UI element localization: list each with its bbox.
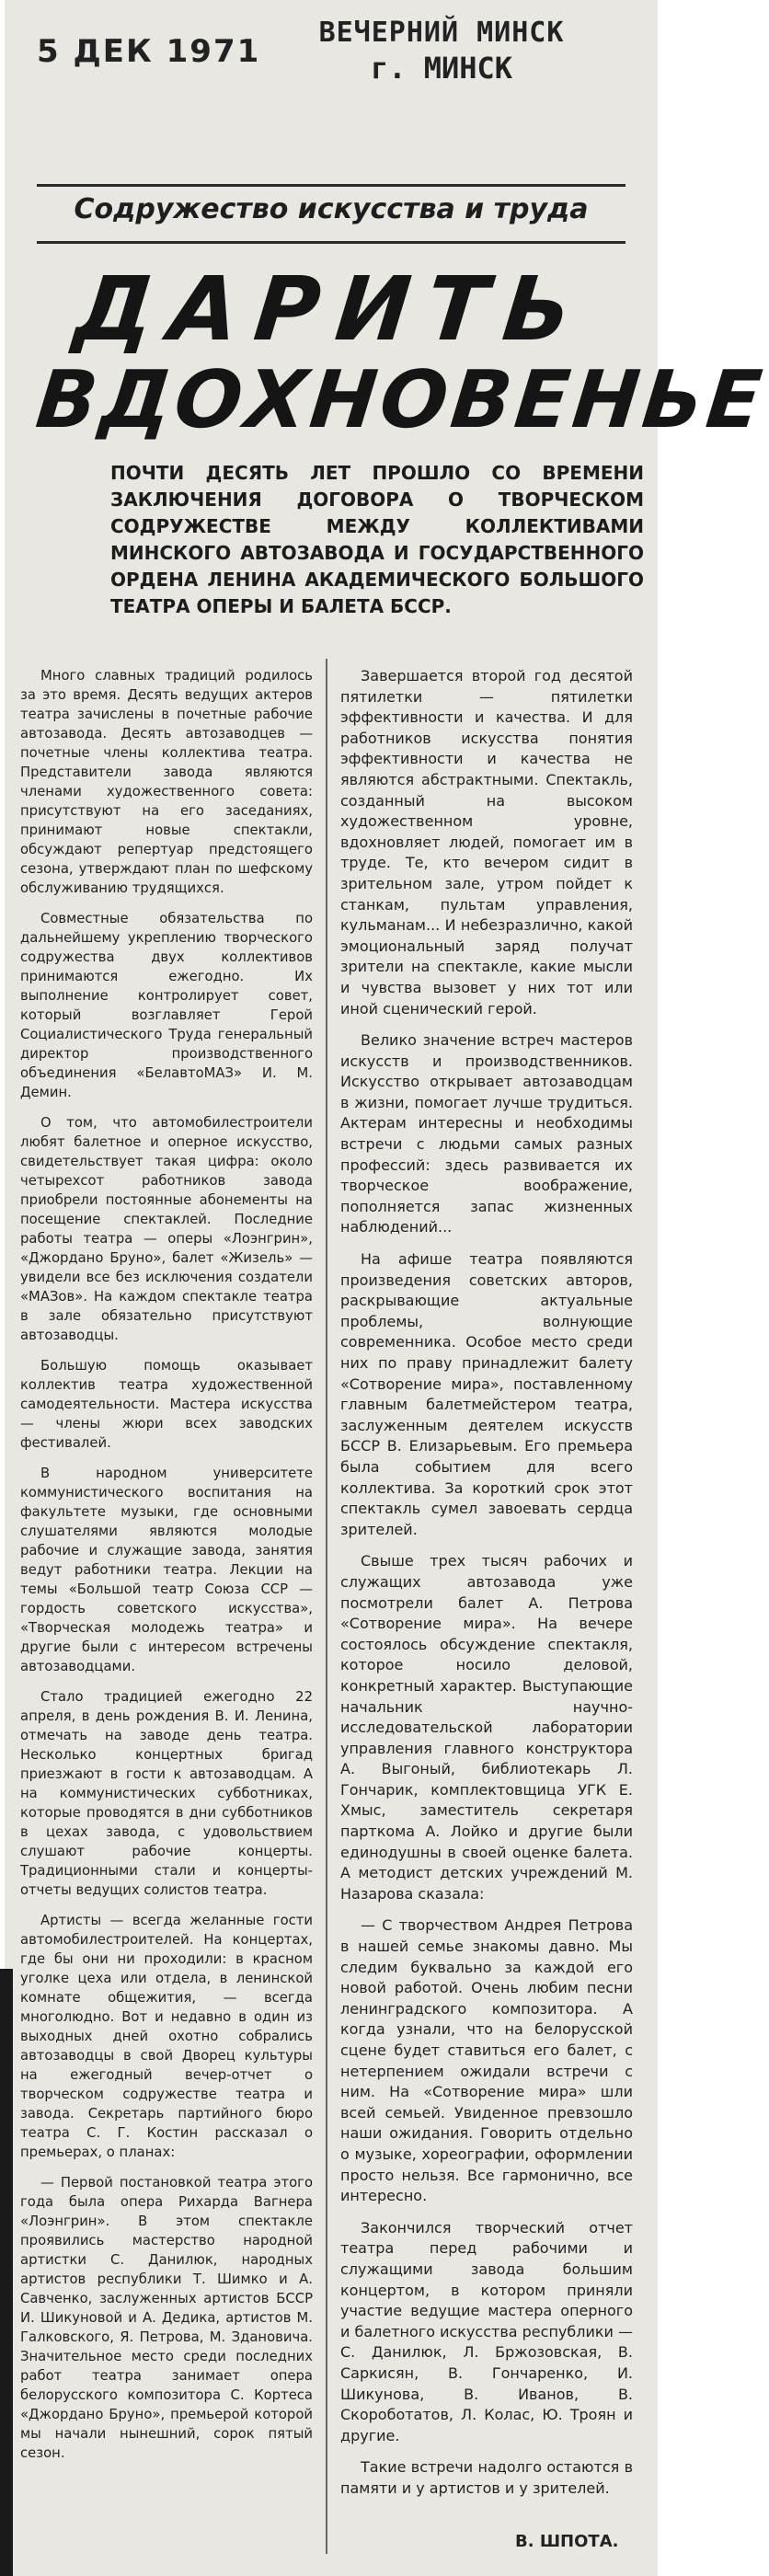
paragraph: Много славных традиций родилось за это время. Десять ведущих актеров театра зачислены в почетные рабочие автозавода. Десять автозаводцев — почетные члены коллектива театра. Представители завода являются членами художественного совета: присутствуют на его заседаниях, принимают новые спектакли, обсуждают репертуар предстоящего сезона, утверждают план по шефскому обслуживанию трудящихся. xyxy=(20,668,313,896)
paragraph: Завершается второй год десятой пятилетки — пятилетки эффективности и качества. И для работников искусства понятия эффективности и качества не являются абстрактными. Спектакль, созданный на высоком художественном уровне, вдохновляет людей, помогает им в труде. Те, кто вечером сидит в зрительном зале, утром пойдет к станкам, пультам управления, кульманам... И небезразлично, какой эмоциональный заряд получат зрители на спектакле, какие мысли и чувства вызовет у них тот или иной сценический герой. xyxy=(340,667,633,1018)
article-lead: ПОЧТИ ДЕСЯТЬ ЛЕТ ПРОШЛО СО ВРЕМЕНИ ЗАКЛЮЧЕНИЯ ДОГОВОРА О ТВОРЧЕСКОМ СОДРУЖЕСТВЕ МЕЖДУ КОЛЛЕКТИВАМИ МИНСКОГО АВТОЗАВОДА И ГОСУДАРСТВЕННОГО ОРДЕНА ЛЕНИНА АКАДЕМИЧЕСКОГО БОЛЬШОГО ТЕАТРА ОПЕРЫ И БАЛЕТА БССР. xyxy=(110,462,644,617)
paragraph: В народном университете коммунистического воспитания на факультете музыки, где основными слушателями являются молодые рабочие и служащие завода, занятия ведут работники театра. Лекции на темы «Большой театр Союза ССР — гордость советского искусства», «Творческая молодежь театра» и другие были с интересом встречены автозаводцами. xyxy=(20,1466,313,1674)
column-divider xyxy=(326,659,327,2554)
paragraph: Стало традицией ежегодно 22 апреля, в день рождения В. И. Ленина, отмечать на заводе день театра. Несколько концертных бригад приезжают в гости к автозаводцам. А на коммунистических субботниках, которые проводятся в дни субботников в цехах завода, с удовольствием слушают рабочие концерты. Традиционными стали и концерты-отчеты ведущих солистов театра. xyxy=(20,1689,313,1898)
rubric-heading: Содружество искусства и труда xyxy=(74,193,589,225)
scan-edge xyxy=(0,1969,13,2576)
left-column xyxy=(20,666,313,2474)
stamp-city: г. МИНСК xyxy=(370,51,513,86)
paragraph: Закончился творческий отчет театра перед рабочими и служащими завода большим концертом, в котором приняли участие ведущие мастера оперного и балетного искусства республики — С. Данилюк, Л. Бржозовская, В. Саркисян, В. Гончаренко, И. Шикунова, В. Иванов, В. Скороботатов, Л. Колас, Ю. Троян и другие. xyxy=(340,2218,634,2444)
paragraph: — С творчеством Андрея Петрова в нашей семье знакомы давно. Мы следим буквально за каждой его новой работой. Очень любим песни ленинградского композитора. А когда узнали, что на белорусской сцене будет ставиться его балет, с нетерпением ожидали встречи с ним. На «Сотворение мира» шли всей семьей. Увиденное превзошло наши ожидания. Говорить отдельно о музыке, хореографии, оформлении просто нельзя. Все гармонично, все интересно. xyxy=(340,1916,633,2205)
newspaper-stamp xyxy=(304,17,580,86)
paragraph: Такие встречи надолго остаются в памяти и у артистов и у зрителей. xyxy=(340,2458,633,2497)
paragraph: Велико значение встреч мастеров искусств и производственников. Искусство открывает автозаводцам в жизни, помогает лучше трудиться. Актерам интересны и необходимы встречи с людьми самых разных профессий: здесь развивается их творческое воображение, пополняется запас жизненных наблюдений... xyxy=(340,1031,633,1236)
paragraph: — Первой постановкой театра этого года была опера Рихарда Вагнера «Лоэнгрин». В этом спектакле проявились мастерство народной артистки С. Данилюк, народных артистов республики Т. Шимко и А. Савченко, заслуженных артистов БССР И. Шикуновой и А. Дедика, артистов М. Галковского, Я. Петрова, М. Здановича. Значительное место среди последних работ театра занимает опера белорусского композитора С. Кортеса «Джордано Бруно», премьерой которой мы начали нынешний, сорок пятый сезон. xyxy=(20,2175,313,2461)
rubric-rule-top xyxy=(37,184,626,187)
paragraph: Совместные обязательства по дальнейшему укреплению творческого содружества двух коллективов принимаются ежегодно. Их выполнение контролирует совет, который возглавляет Герой Социалистического Труда генеральный директор производственного объединения «БелавтоМАЗ» И. М. Демин. xyxy=(20,911,313,1100)
clipping-date: 5 ДЕК 1971 xyxy=(37,33,261,70)
paragraph: На афише театра появляются произведения советских авторов, раскрывающие актуальные проблемы, волнующие современника. Особое место среди них по праву принадлежит балету «Сотворение мира», поставленному главным балетмейстером театра, заслуженным деятелем искусств БССР В. Елизарьевым. Его премьера была событием для всего коллектива. За короткий срок этот спектакль сумел завоевать сердца зрителей. xyxy=(340,1250,633,1538)
paragraph: О том, что автомобилестроители любят балетное и оперное искусство, свидетельствует такая цифра: около четырехсот работников завода приобрели постоянные абонементы на посещение спектаклей. Последние работы театра — оперы «Лоэнгрин», «Джордано Бруно», балет «Жизель» — увидели все без исключения создатели «МАЗов». На каждом спектакле театра в зале обязательно присутствуют автозаводцы. xyxy=(20,1115,313,1343)
paragraph: Артисты — всегда желанные гости автомобилестроителей. На концертах, где бы они ни проходили: в красном уголке цеха или отдела, в ленинской комнате общежития, — всегда многолюдно. Вот и недавно в один из выходных дней охотно собрались автозаводцы в свой Дворец культуры на ежегодный вечер-отчет о творческом содружестве театра и завода. Секретарь партийного бюро театра С. Г. Костин рассказал о премьерах, о планах: xyxy=(20,1913,313,2160)
rubric-rule-bottom xyxy=(37,241,626,244)
stamp-newspaper-name: ВЕЧЕРНИЙ МИНСК xyxy=(318,17,565,49)
article-title-line-1: ДАРИТЬ xyxy=(69,258,593,361)
author-signature: В. ШПОТА. xyxy=(515,2532,619,2551)
right-column xyxy=(340,666,633,2510)
paragraph: Большую помощь оказывает коллектив театра художественной самодеятельности. Мастера искусства — члены жюри всех заводских фестивалей. xyxy=(20,1358,313,1451)
paragraph: Свыше трех тысяч рабочих и служащих автозавода уже посмотрели балет А. Петрова «Сотворение мира». На вечере состоялось обсуждение спектакля, которое носило деловой, конкретный характер. Выступающие начальник научно-исследовательской лаборатории управления главного конструктора А. Выгоный, библиотекарь Л. Гончарик, комплектовщица УГК Е. Хмыс, заместитель секретаря парткома А. Лойко и другие были единодушны в своей оценке балета. А методист детских учреждений М. Назарова сказала: xyxy=(340,1552,633,1903)
article-title-line-2: ВДОХНОВЕНЬЕ xyxy=(31,354,769,446)
